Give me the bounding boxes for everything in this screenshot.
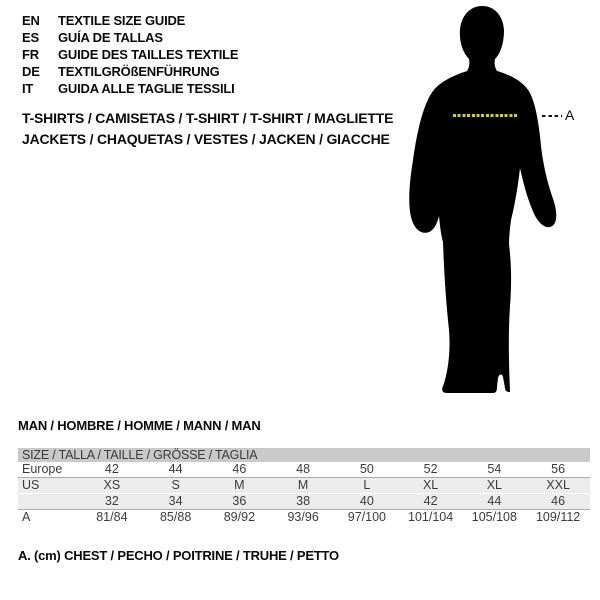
table-cell: 46 — [232, 462, 247, 476]
language-label: GUIDE DES TAILLES TEXTILE — [58, 47, 239, 62]
table-row-us — [18, 478, 590, 494]
table-cell: 105/108 — [471, 510, 517, 524]
language-label: TEXTILE SIZE GUIDE — [58, 13, 186, 28]
language-row-en — [22, 12, 238, 29]
language-row-de — [22, 63, 238, 80]
language-code: EN — [22, 13, 40, 28]
table-cell: 42 — [104, 462, 119, 476]
table-cell: 109/112 — [535, 510, 581, 524]
table-cell: L — [363, 478, 371, 492]
table-cell: 36 — [232, 494, 247, 508]
table-cell: 93/96 — [287, 510, 319, 524]
man-silhouette — [403, 6, 573, 396]
table-cell: XXL — [546, 478, 570, 492]
table-cell: 85/88 — [159, 510, 192, 524]
language-code: DE — [22, 64, 40, 79]
language-row-es — [22, 29, 238, 46]
table-cell: XL — [486, 478, 503, 492]
table-cell: 56 — [551, 462, 566, 476]
row-label: Europe — [22, 462, 63, 476]
table-row-europe — [18, 462, 590, 478]
table-cell: 52 — [423, 462, 438, 476]
language-row-fr — [22, 46, 238, 63]
section-title-man: MAN / HOMBRE / HOMME / MANN / MAN — [18, 418, 261, 433]
table-cell: 46 — [551, 494, 566, 508]
language-row-it — [22, 80, 238, 97]
table-cell: M — [297, 478, 309, 492]
table-cell: 44 — [168, 462, 183, 476]
chest-measure-dash-line — [453, 114, 517, 117]
table-cell: 81/84 — [96, 510, 128, 524]
language-code: IT — [22, 81, 34, 96]
table-cell: 48 — [296, 462, 311, 476]
table-row-chest-a — [18, 510, 590, 525]
table-cell: 40 — [359, 494, 374, 508]
table-row-us-numeric — [18, 494, 590, 510]
table-cell: M — [234, 478, 245, 492]
size-table-header: SIZE / TALLA / TAILLE / GRÖSSE / TAGLIA — [18, 448, 590, 462]
table-cell: XS — [103, 478, 121, 492]
language-list — [22, 12, 238, 97]
table-cell: 54 — [487, 462, 502, 476]
row-label: A — [22, 510, 31, 524]
table-cell: S — [171, 478, 180, 492]
language-label: TEXTILGRÖßENFÜHRUNG — [58, 64, 220, 79]
table-cell: 50 — [359, 462, 374, 476]
measure-label-a: A — [565, 107, 575, 123]
table-cell: 101/104 — [408, 510, 454, 524]
language-label: GUIDA ALLE TAGLIE TESSILI — [58, 81, 235, 96]
row-label — [18, 494, 80, 509]
table-cell: 44 — [487, 494, 502, 508]
table-cell: 38 — [296, 494, 311, 508]
table-cell: 32 — [104, 494, 119, 508]
man-silhouette-svg — [403, 6, 573, 396]
table-cell: 89/92 — [223, 510, 256, 524]
table-cell: 34 — [168, 494, 183, 508]
row-label: US — [22, 478, 40, 492]
size-table — [18, 448, 590, 525]
category-jackets: JACKETS / CHAQUETAS / VESTES / JACKEN / GIACCHE — [22, 131, 390, 147]
measure-footnote: A. (cm) CHEST / PECHO / POITRINE / TRUHE / PETTO — [18, 548, 339, 563]
language-code: FR — [22, 47, 39, 62]
table-cell: XL — [422, 478, 439, 492]
table-cell: 97/100 — [347, 510, 386, 524]
garment-categories — [22, 108, 393, 150]
table-cell: 42 — [423, 494, 438, 508]
language-code: ES — [22, 30, 39, 45]
category-tshirts: T-SHIRTS / CAMISETAS / T-SHIRT / T-SHIRT / MAGLIETTE — [22, 110, 394, 126]
language-label: GUÍA DE TALLAS — [58, 30, 163, 45]
chest-measure-leader-line — [542, 115, 562, 117]
